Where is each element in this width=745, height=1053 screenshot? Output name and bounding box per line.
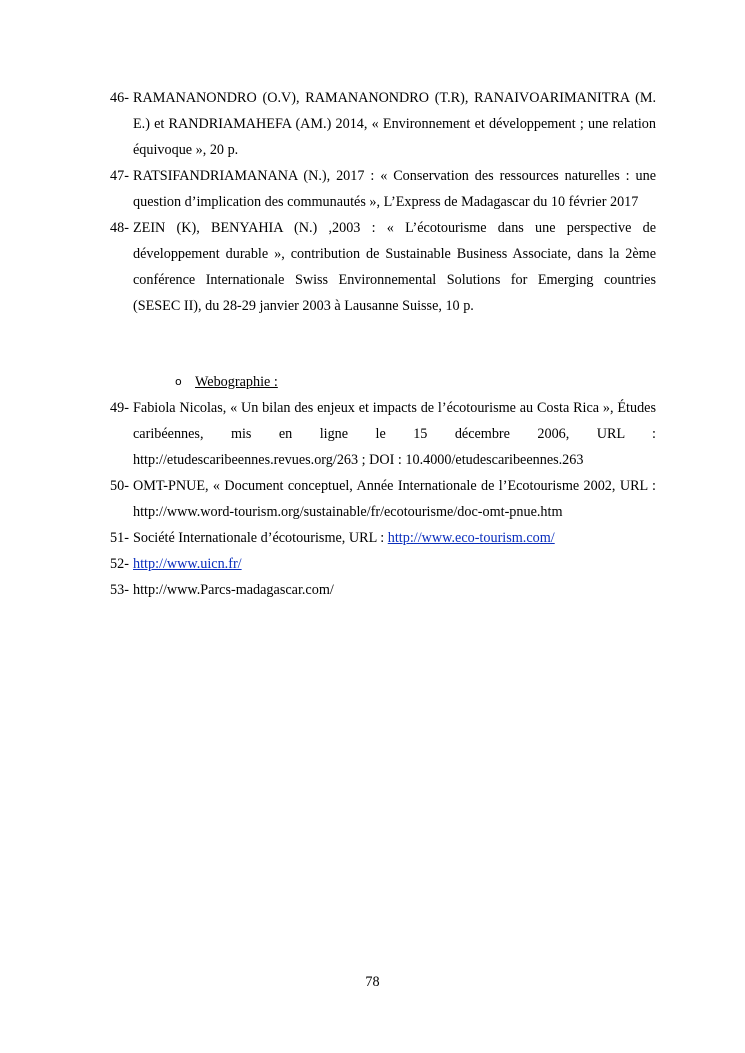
reference-number: 48- (110, 220, 129, 236)
reference-item (110, 551, 656, 577)
reference-item (110, 395, 656, 473)
reference-text: Fabiola Nicolas, « Un bilan des enjeux et impacts de l’écotourisme au Costa Rica », Études caribéennes, mis en ligne le 15 décembre 2006, URL : http://etudescaribeennes.revues.org/263 ; DOI : 10.4000/etudescaribeennes.263 (133, 400, 656, 468)
webography-heading (175, 369, 278, 396)
reference-text: http://www.Parcs-madagascar.com/ (133, 582, 334, 598)
reference-text: RATSIFANDRIAMANANA (N.), 2017 : « Conservation des ressources naturelles : une question d’implication des communautés », L’Express de Madagascar du 10 février 2017 (133, 168, 656, 210)
reference-number: 46- (110, 90, 129, 106)
reference-item (110, 525, 656, 551)
reference-number: 51- (110, 530, 129, 546)
reference-text-with-link (133, 525, 656, 551)
reference-number: 52- (110, 556, 129, 572)
reference-item (110, 215, 656, 319)
reference-number: 49- (110, 400, 129, 416)
webography-list (110, 395, 656, 603)
reference-number: 53- (110, 582, 129, 598)
reference-item (110, 85, 656, 163)
eco-tourism-link[interactable]: http://www.eco-tourism.com/ (387, 530, 555, 546)
webography-title: Webographie : (195, 374, 278, 390)
reference-text: Société Internationale d’écotourisme, URL : (133, 530, 388, 546)
uicn-link[interactable]: http://www.uicn.fr/ (133, 556, 242, 572)
reference-text: ZEIN (K), BENYAHIA (N.) ,2003 : « L’écotourisme dans une perspective de développement durable », contribution de Sustainable Business Associate, dans la 2ème conférence Internationale Swiss Environnemental Solutions for Emerging countries (SESEC II), du 28-29 janvier 2003 à Lausanne Suisse, 10 p. (133, 220, 656, 314)
reference-number: 47- (110, 168, 129, 184)
reference-text: OMT-PNUE, « Document conceptuel, Année Internationale de l’Ecotourisme 2002, URL : http://www.word-tourism.org/sustainable/fr/ecotourisme/doc-omt-pnue.htm (133, 478, 656, 520)
reference-link-line (133, 551, 656, 577)
reference-number: 50- (110, 478, 129, 494)
reference-item (110, 577, 656, 603)
circle-bullet-icon: o (175, 375, 182, 388)
reference-item (110, 473, 656, 525)
page-number: 78 (365, 974, 380, 990)
reference-text: RAMANANONDRO (O.V), RAMANANONDRO (T.R), RANAIVOARIMANITRA (M. E.) et RANDRIAMAHEFA (AM.) 2014, « Environnement et développement ; une relation équivoque », 20 p. (133, 90, 656, 158)
reference-item (110, 163, 656, 215)
bibliography-list (110, 85, 656, 319)
